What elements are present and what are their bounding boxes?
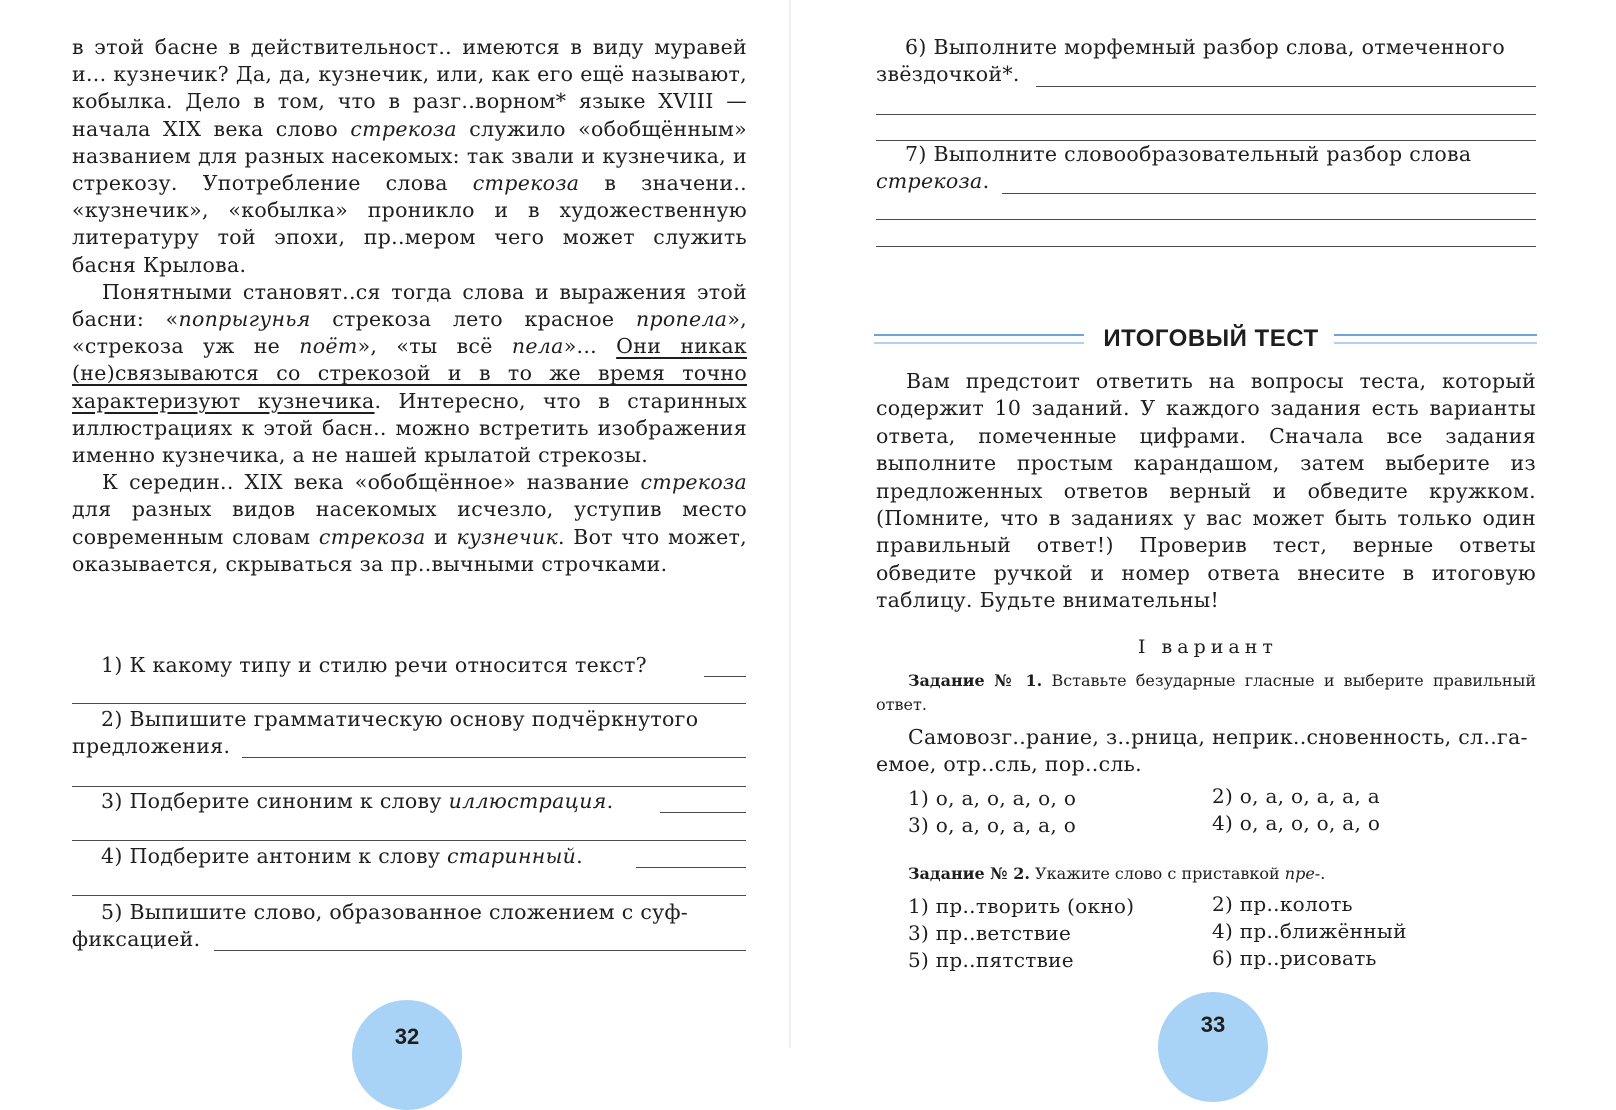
task-2-option-1[interactable]: 1) пр..творить (окно) xyxy=(908,894,1135,918)
test-title: ИТОГОВЫЙ ТЕСТ xyxy=(1103,325,1319,352)
answer-line-3a[interactable] xyxy=(660,812,746,813)
heading-rule-right xyxy=(1334,334,1537,344)
test-instructions: Вам предстоит ответить на вопросы теста, который содержит 10 заданий. У каждого задания есть варианты ответа, помеченные цифрами. Сначала все задания выполните простым карандашом, затем выберите из предложенных ответов верный и обведите кружком. (Помните, что в заданиях у вас может быть только один правильный ответ!) Проверив тест, верные ответы обведите ручкой и номер ответа внесите в итоговую таблицу. Будьте внимательны! xyxy=(876,369,1536,613)
task-1-option-1[interactable]: 1) о, а, о, а, о, о xyxy=(908,786,1077,810)
answer-line-6a[interactable] xyxy=(1036,86,1536,87)
underlined-sentence: Они никак (не)связываются со стрекозой и в то же время точно характеризуют кузнечика xyxy=(72,334,748,413)
question-2-line-2: предложения. xyxy=(72,734,231,758)
paragraph-1: в этой басне в действительност.. имеются в виду муравей и... кузнечик? Да, да, кузнечик, или, как его ещё называют, кобылка. Дело в том, что в разг..ворном* языке XVIII — начала XIX века слово стрекоза служило «обобщённым» названием для разных насекомых: так звали и кузнечика, и стрекозу. Употребление слова стрекоза в значени.. «кузнечик», «кобылка» проникло и в художественную литературу той эпохи, пр..мером чего может служить басня Крылова. xyxy=(72,35,747,277)
task-1-option-2[interactable]: 2) о, а, о, а, а, а xyxy=(1212,784,1380,808)
variant-label: I вариант xyxy=(1138,636,1278,658)
task-1-option-4[interactable]: 4) о, а, о, о, а, о xyxy=(1212,811,1381,835)
question-1: 1) К какому типу и стилю речи относится текст? xyxy=(101,653,647,677)
answer-line-1b[interactable] xyxy=(72,703,746,704)
fable-commentary-text xyxy=(72,34,747,578)
answer-line-7c[interactable] xyxy=(876,246,1536,247)
task-2-option-4[interactable]: 4) пр..ближённый xyxy=(1212,919,1407,943)
task-2-option-2[interactable]: 2) пр..колоть xyxy=(1212,892,1353,916)
paragraph-3: К середин.. XIX века «обобщённое» название стрекоза для разных видов насекомых исчезло, уступив место современным словам стрекоза и кузнечик. Вот что может, оказывается, скрываться за пр..вычными строчками. xyxy=(72,470,747,576)
answer-line-7a[interactable] xyxy=(1002,193,1536,194)
task-1-words-line-1: Самовозг..рание, з..рница, неприк..сновенность, сл..га- xyxy=(908,725,1528,749)
question-2-line-1: 2) Выпишите грамматическую основу подчёркнутого xyxy=(101,707,699,731)
answer-line-5a[interactable] xyxy=(214,950,746,951)
answer-line-1a[interactable] xyxy=(704,676,746,677)
question-5-line-1: 5) Выпишите слово, образованное сложением с суф- xyxy=(101,900,689,924)
heading-rule-left xyxy=(874,334,1084,344)
task-2-option-6[interactable]: 6) пр..рисовать xyxy=(1212,946,1377,970)
question-4: 4) Подберите антоним к слову старинный. xyxy=(101,844,583,868)
paragraph-2: Понятными становят..ся тогда слова и выражения этой басни: «попрыгунья стрекоза лето красное пропела», «стрекоза уж не поёт», «ты всё пела»... Они никак (не)связываются со стрекозой и в то же время точно характеризуют кузнечика. Интересно, что в старинных иллюстрациях к этой басн.. можно встретить изображения именно кузнечика, а не нашей крылатой стрекозы. xyxy=(72,279,748,468)
question-5-line-2: фиксацией. xyxy=(72,927,201,951)
question-7-line-1: 7) Выполните словообразовательный разбор слова xyxy=(905,142,1472,166)
task-1-option-3[interactable]: 3) о, а, о, а, а, о xyxy=(908,813,1077,837)
task-2-option-5[interactable]: 5) пр..пятствие xyxy=(908,948,1074,972)
answer-line-4b[interactable] xyxy=(72,895,746,896)
answer-line-4a[interactable] xyxy=(636,867,746,868)
question-6-line-1: 6) Выполните морфемный разбор слова, отмеченного xyxy=(905,35,1506,59)
question-6-line-2: звёздочкой*. xyxy=(876,62,1020,86)
task-2-option-3[interactable]: 3) пр..ветствие xyxy=(908,921,1072,945)
question-3: 3) Подберите синоним к слову иллюстрация. xyxy=(101,789,614,813)
page-number-right: 33 xyxy=(1158,992,1268,1102)
question-7-line-2: стрекоза. xyxy=(876,169,990,193)
task-1-heading: Задание № 1. Вставьте безударные гласные и выберите правильный ответ. xyxy=(876,671,1536,714)
answer-line-2b[interactable] xyxy=(72,786,746,787)
answer-line-3b[interactable] xyxy=(72,840,746,841)
answer-line-7b[interactable] xyxy=(876,219,1536,220)
final-test-heading xyxy=(874,322,1537,356)
page-number-left: 32 xyxy=(352,1000,462,1110)
answer-line-6b[interactable] xyxy=(876,114,1536,115)
left-page xyxy=(0,0,790,1048)
answer-line-2a[interactable] xyxy=(242,757,746,758)
task-2-heading: Задание № 2. Укажите слово с приставкой пре-. xyxy=(908,864,1326,883)
task-1-words-line-2: емое, отр..сль, пор..сль. xyxy=(876,752,1142,776)
